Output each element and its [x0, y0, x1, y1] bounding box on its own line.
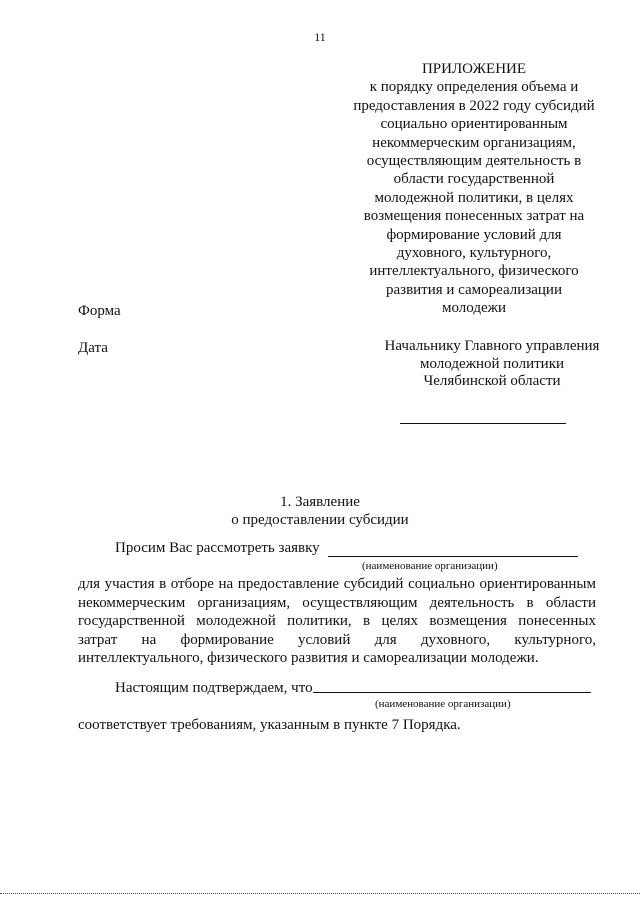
appendix-title: ПРИЛОЖЕНИЕ: [421, 61, 527, 77]
heading-line-2: о предоставлении субсидии: [231, 512, 409, 528]
appendix-line: духовного, культурного,: [396, 245, 552, 262]
appendix-line: осуществляющим деятельность в: [366, 153, 582, 170]
confirm-paragraph: [78, 716, 596, 735]
addressee-line: Начальнику Главного управления: [384, 338, 600, 354]
addressee-line: Челябинской области: [423, 373, 561, 389]
appendix-line: возмещения понесенных затрат на: [363, 208, 585, 225]
paragraph-line: соответствует требованиям, указанным в пункте 7 Порядка.: [78, 717, 461, 733]
paragraph-line: государственной молодежной политики, в целях возмещения понесенных: [78, 613, 596, 630]
page-number: 11: [314, 30, 326, 44]
addressee-line: молодежной политики: [419, 355, 565, 372]
organization-name-caption: (наименование организации): [362, 560, 498, 572]
appendix-line: к порядку определения объема и: [369, 79, 579, 96]
organization-name-blank-2[interactable]: [313, 692, 591, 693]
appendix-line: формирование условий для: [386, 226, 562, 243]
appendix-line: области государственной: [393, 171, 555, 188]
appendix-line: предоставления в 2022 году субсидий: [353, 97, 595, 114]
appendix-line: молодежи: [441, 300, 507, 317]
organization-name-blank[interactable]: [328, 556, 578, 557]
appendix-line: некоммерческим организациям,: [372, 134, 576, 151]
organization-name-caption-2: (наименование организации): [375, 698, 511, 710]
signature-blank-line[interactable]: [400, 423, 566, 424]
request-paragraph: [78, 575, 596, 668]
request-lead-text: Просим Вас рассмотреть заявку: [115, 540, 320, 556]
paragraph-line: для участия в отборе на предоставление субсидий социально ориентированным: [78, 576, 596, 592]
paragraph-line: интеллектуального, физического развития и самореализации молодежи.: [78, 650, 539, 667]
appendix-line: молодежной политики, в целях: [374, 189, 574, 206]
paragraph-line: некоммерческим организациям, осуществляющим деятельность в области: [78, 594, 596, 611]
paragraph-line: затрат на формирование условий для духовного, культурного,: [78, 631, 596, 648]
appendix-line: социально ориентированным: [380, 116, 568, 133]
statement-heading: [0, 493, 640, 529]
page-bottom-edge: [0, 893, 640, 894]
heading-line-1: 1. Заявление: [280, 494, 360, 510]
date-label: Дата: [78, 340, 108, 356]
appendix-line: интеллектуального, физического: [369, 263, 579, 280]
form-label: Форма: [78, 303, 121, 319]
appendix-line: развития и самореализации: [385, 281, 562, 298]
appendix-block: [340, 60, 608, 318]
addressee-block: [360, 338, 624, 391]
confirm-lead-text: Настоящим подтверждаем, что: [115, 680, 313, 696]
